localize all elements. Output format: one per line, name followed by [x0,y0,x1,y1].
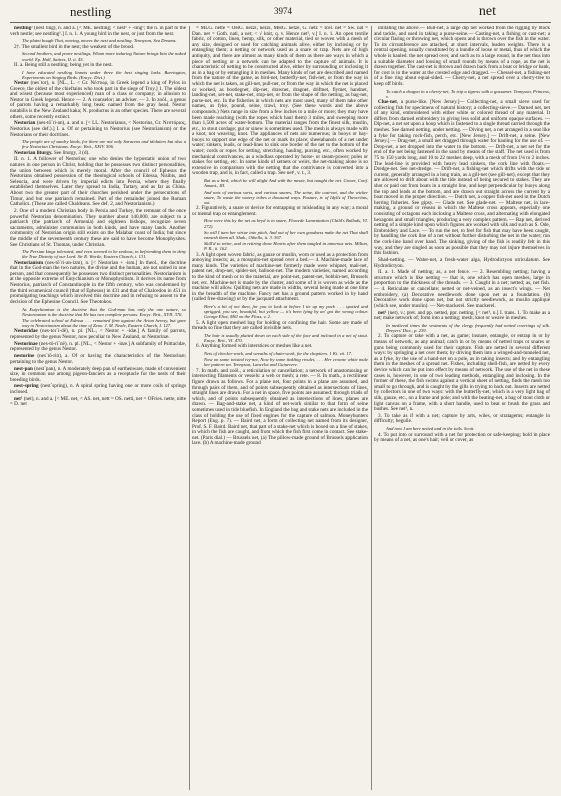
quotation: And nets of various sorts, and various snares, The seine, the cast-net, and the wicker snare, To waste the watery tribes a thousand ways. Pasture, tr. of Idylls of Theocritus, xxi. [204,189,368,205]
headword: Nestor [14,79,29,86]
definition-text: 6. Anything formed with interstices or meshes like a net. [196,343,313,350]
dictionary-column-3 [374,26,550,792]
dictionary-entry [10,329,186,340]
column-divider [189,26,190,790]
dictionary-entry [374,414,550,425]
dictionary-entry [192,344,368,350]
dictionary-entry [192,253,368,303]
dictionary-entry [10,367,186,384]
definition-text: (net), n. and a. [< ME. net, < AS. net, nett = OS. netti, net = OFries. nette, nitte = D. net [10,395,186,408]
headword: nestorine [14,353,35,360]
quotation: But as a bird, which he will alight And with the meute, but naught the net. Gower, Conf. Amant., III. [204,178,368,189]
quotation: Skill'd to retire, and in retiring draw Hearts after them tangled in amorous nets. Milton, P. R., ii. 162. [204,241,368,252]
dictionary-entry [374,258,550,269]
quotation: Now on some twisted ivy-net, Now by some tinkling rivulet, . . . Her crowne white mule her pattern set. Tennyson, Lancelot and Guinevere. [204,357,368,368]
right-guide-word: net [478,4,496,19]
definition-text: ² (nest´ling), n. and a. [< ME. nestling; < nest¹ + -ling¹; the n. in part to the verb nestle; see nestling¹.] I. n. 1. A young bird in the nest, or just from the nest. [10,26,186,37]
dictionary-entry [10,342,186,353]
dictionary-entry [10,209,186,248]
dictionary-entry [10,157,186,207]
header-rule [10,22,551,23]
definition-text: 3. A light open woven fabric, as gauze or muslin, worn or used as a protection from annoying insects; as, a mosquito-net spread over a bed.— 4. Machine-made lace of many kinds. The varieties of machine-net formerly made were whipnet, mail-net, patent net, drop-net, spider-net, balloon-net. The modern varieties, named according to the kind of mesh or to the material, are point-net, patent-net, bobbin-net, Brussels net, etc. Machine-net is made by the cluster, and some of it is woven as wide as the machine will allow. Quilting nets are made in widths, several being made at one time in the breadth of the machine. Fancy net has a ground pattern worked in by hand (called free-drawing) or by the jacquard attachment. [192,251,368,303]
dictionary-entry [374,334,550,412]
definition-text: (nes-tō-rī´nē), n. pl. [NL., < Nestor + -inæ.] A subfamily of Psittacidæ, represented by the genus Nestor. [10,340,186,353]
definition-text: 3. To take as if with a net; capture by arts, wiles, or stratagems; entangle in difficulty; beguile. [374,412,550,425]
headword: Nestorianism [14,259,44,266]
quotation: Nets of checker-work, and wreaths of chain-work, for the chapiters. 1 Ki. vii. 17. [204,351,353,357]
quotation: The hair is usually plaited down on each side of the face and inclosed in a net of stout. Encyc. Brit., VI. 470. [204,332,368,344]
definition-text: (nes´tor), n. [NL., L. < Gr. Νέστωρ, in Greek legend a king of Pylos in Greece, the oldest of the chieftains who took part in the siege of Troy.] 1. The oldest and wisest (because most experienced) man of a class or company; in allusion to Nestor in Greek legend. Hence — 2. A counselor; an adviser. — 3. In zoöl., a genus of parrots having a remarkably long beak: named from the gray head. Nestor notabilis is the New Zealand kaka; N. productus is an other species. There are several others, some recently extinct. [10,79,186,120]
definition-text: (nest´pan), n. A moderately deep pan of earthenware, made of convenient size, in common use among pigeon-fanciers as a receptacle for the nests of their breeding birds. [10,365,186,383]
dictionary-entry [374,311,550,322]
dictionary-entry [374,270,550,309]
definition-text: See liturgy, 3 (d). [52,149,90,156]
headword: Clue-net [378,99,397,106]
dictionary-entry [10,26,186,37]
dictionary-entry [192,369,368,447]
quotation: Here's a bit of net then, for you to look at before I tie up my pack . . . spotted and sprigged, you see, beautiful, but yellow — it's been lying by an' got the wrong colour. George Eliot, Mill on the Floss, v. 2. [204,304,368,320]
dictionary-entry [10,121,186,138]
quotation: So will I turn her virtue into pitch, And out of her own goodness make the net That shall enmesh them all. Shak., Othello, ii. 3. 367. [204,229,368,240]
dictionary-entry [374,433,550,444]
column-divider [371,26,372,790]
quotation: The Persian kings tolerated, and even seemed to be zealous, in befriending them to deny the True Divinity of our Lord. Sir R. Wortle, Eastern Church, i. 131. [22,249,186,260]
headword: Nestoridae [14,328,38,335]
definition-text: imitating the above.— Bull-net, a large dip net worked from the rigging by block and tackle, and used in taking a purse-seine.— Casting-net, a fishing or cast-net; a circular flaring or throwing net, which opens and is thrown over the fish in the water. To its circumference are attached, at short intervals, leaden weights. There is a central opening, usually constituted by a bundle of loose or metal, thus of which the whole is hauled. the net spread over, and such as to a large round, in the net thus into a suitable diameter and loosing of small rounds by means of a rope, as the net is drawn together. The cast-net is thrown and drawn back from a boat or bridge or bank, for cost is in the water at the crested edge and dragged. — Chessel-net, a fishing-net of a fine ring about equal-sided. — Cherry-net, a net spread over a cherry-tree to keep off birds. [374,26,550,87]
headword: nestling [14,26,32,31]
quotation: The people are of sundry kinds, for there are not only Saracens and idolaters but also a few Nestorian Christians. Encyc. Brit., XXIV. 596. [22,139,186,150]
dictionary-entry [10,384,186,395]
dictionary-entry [10,63,186,69]
headword: net¹ [14,395,23,402]
quotation: And now I am here netted and in the toils. Scott. [386,426,475,432]
quotation: To catch a dragon in a cherry-net, To trip a tigress with a gossamer. Tennyson, Princess, v. [386,88,550,99]
quotation: The celebrated school at Edessa . . . remained firm against the Arian heresy, but gave way to Nestorianism about the time of Zeno. J. M. Neale, Eastern Church, I. 127. [22,318,186,329]
quotation: In medieval times the vestments of the clergy frequently had netted coverings of silk. Dreyers' Dict., p. 239. [386,323,550,334]
left-guide-word: nestling [70,4,112,19]
definition-text: (nes-tō´ri-an), a. and n. [< LL. Nestorianus, < Nestorius, Gr. Νεστόριος, Nestorius (see def.).] I. a. Of or pertaining to Nestorius (see Nestorianism) or the Nestorians or their doctrines. [10,120,186,138]
definition-text: (net), v.; pret. and pp. netted, ppr. netting. [< net¹, n.] I. trans. 1. To make as a net; make network of; form into a netting; mesh; knot or weave in meshes. [374,309,550,322]
dictionary-entry [10,397,186,408]
definition-text: 2. Figuratively, a snare or device for entrapping or misleading in any way; a moral or mental trap or entanglement. [192,205,368,217]
quotation: As Eutychianism is the doctrine that the God-man has only the one nature, so Nestorianism is the doctrine that He has two complete persons. Encyc. Brit., XVII. 376. [22,306,186,317]
quotation: Second brothers, and poore nestlings, Whom more induring Nature brings Into the naked world. Ep. Hall, Satires, II. ii. 45. [22,51,186,62]
dictionary-entry [192,26,368,177]
definition-text: 4. To put into or surround with a net for protection or safe-keeping; hold in place by means of a net, as one's hair; veil or cover, as [374,431,550,444]
definition-text: 2†. The smallest bird in the nest; the weakest of the brood. [14,43,135,50]
dictionary-entry [10,354,186,365]
definition-text: = MLG. nette = OHG. nezzi, nezzi, MHG. netze, G. netz = Icel. net = Sw. nät = Dan. net = Goth. nati, a net; < √ knit, q. v. Hence net¹, v.] I. n. 1. An open textile fabric, of cotton, linen, hemp, silk, or other material, tied or woven with a mesh of any size, designed or used for catching animals alive, either by inclosing or by entangling them; a netting or network used as a snare or trap. Nets are of high antiquity, and there are almost as many kinds of them as there are ways in which a piece of netting or a network can be adapted to the capture of animals. It is characteristic of netting to be constructed alive, either by surrounding or inclosing it as in a bag or by entangling it in meshes. Many kinds of net are described and named from the nature of the game, as bird-net, butterfly-net, fish-net, or from the way in which the net is taken, as gill-net, pull-net, or from the way in which the net is placed or worked, as bootlegnet, dip-net, drawnet, dragnet, driftnet, flymet, handnet, landing-net, set-net, stake-net, stop-net, or from the shape of the netting, as bag-net, purse-net, etc. In the fisheries in which nets are most used, many of them take other names, as fyke, pound, seine, trawl, troy. (See these words and the above compounds.) Nets range in size from a few inches to a mile or more; they may have been made reaching (with the ropes which haul them) 3 miles, and sweeping more than 1,500 acres of water-bottom. The material ranges from the finest silk, muslin, etc., to stout cordage; gut or sinew is sometimes used. The mesh is always made with a knot, not weaving, knot. The appliances of nets are numerous; in buoys or bay-buoys to support one edge of the net or mark its place; sheetahanols of a net under water; sinkers, leads, or lead-lines to sink one border of the net to the bottom of the water; cords or ropes for setting, stretching, hauling, pursing, etc., often worked by mechanical contrivances, as a windlass operated by horse- or steam-power; poles or stakes for setting, etc. In some kinds of setnets or weirs, the net-making alone is so extensive in comparison with the netting that the contrivance is converted into a wooden trap, and is, in fact, called a trap. See net¹, v. t., 3. [192,26,368,177]
definition-text: (nes´tō-rin), a. Of or having the characteristics of the Nestorinæ; pertaining to the genus Nestor. [10,353,186,365]
dictionary-entry [10,45,186,51]
dictionary-entry [192,321,368,332]
definition-text: (nes-tor´i-dē), n. pl. [NL., < Nestor + -idæ.] A family of parrots, represented by the genus Nestor, now peculiar to New Zealand, or Nestorinæ. [10,328,186,340]
definition-text: 5. A light open meshed bag for holding or confining the hair. Some are made of threads so fine that they are called invisible nets. [192,319,368,332]
definition-text: 7. In math. and zoöl., a reticulation or cancellation; a network of anastomosing or intersecting filaments or vessels: a web or mesh; a rete. — 8. In math., a rectilinear figure drawn as follows. For a plane net, four points in a plane are assumed, and through pairs of them, and of points subsequently obtained as intersections of lines, straight lines are drawn. For a net in space, five points are assumed; through triads of which, and of points subsequently obtained as intersections of lines, planes are drawn. — Bag-and-stake net, a kind of net-work similar to that form of seine sometimes used in tide bluefish. In England the bag and stake nets are included in the class of holding the use of fixed engines for the capture of salmon. Moneyhunters Report (Eng. p. 7). — Baird net, a form of collecting net named from its designer, Prof. S. F. Baird. Baird net, that part of a stake-net which is boxed on a line of stakes, in which the fish are caught, and from which the fish first come in contact. See stake-net. (Paris dial.) — Brussels net, (a) The pillow-made ground of Brussels application lace. (b) A machine-made ground [192,367,368,447]
definition-text: Shad-netting. — Water-net, a fresh-water alga, Hydrodictyon utriculatum. See Hydrodictyon. [374,256,550,269]
definition-text: 2. One of a modern Christian body in Persia and Turkey, the remnant of the once powerful Nestorian denomination. They number about 140,000, are subject to a patriarch (the patriarch of Armenia) and eighteen bishops, recognize seven sacraments, administer communion in both kinds, and have many lands. Another community of Nestorian origin still exists on the Malabar coast of India; but since the middle of the seventeenth century these are said to have become Monophysites. See Christians of St. Thomas, under Christian. [10,207,186,248]
headword: net¹ [378,309,387,316]
running-header [10,4,551,22]
definition-text: II. a. Being still a nestling; being yet in the nest. [14,61,113,68]
headword: Nestorian liturgy. [14,149,53,156]
definition-text: , a purse-like. [New Jersey.]— Collecting-net, a small sieve used for collecting fish for specimens of natural history; a collecting-sieve.— Darned net, net of any kind, embroidered with either white or colored thread of any material. It differs from darned embroidery in giving less solid and uniform opaque surfaces. — Dip-net, a net set upon a hoop which is fastened to a single thread carried through the meshes. See darned netting, under netting. — Diving net, a net arranged in a seat like a fyke for taking rock-fish, perch, etc. [New Jersey.] — Drift-net, a seine. [New Jersey.] — Drag-net, a small net dragged through water for hauling for the use of. — Drop-net, a net dropped into the water to the bottom. — Drift-net, a net set for the end of the net being fastened in the sand by means of the staff. The net used is from 75 to 150 yards long, and 10 to 22 meshes deep, with a mesh of from 1⅛ to 2 inches. The lead-line is provided with heavy lead sinkers, the cork line with floats.— Dredge-net. See net-dredge. — Drift-net, a fishing-net which drifts with the tide or current, generally arranged in a long train, as a gill-net (see gill-net), except that they are allowed to drift about with the tide instead of being secured to stakes. They are shot or paid out from boats in a straight line, and kept perpendicular by buoys along the top and leads at the bottom, and are drawn out straight across the current by a boat moved in the proper direction. — Dutch net, a copper fish-net used in the Dutch herring fisheries. See gipsy. — Glade net. See glade-net. — Maltese net, in lace-making, a ground or réseau in which the Maltese cross appears, especially one consisting of octagons each inclosing a Maltese cross, and alternating with elongated hexagons and small triangles, producing a very complex pattern. — Rap net, derived netting of a simple kind upon which figures are worked with silk and such as S. Ode, Embroidery and Lace. — To run the net, to feel for fish that may have been caught, by handling the cork line of a net without further disturbing the net in the water; run the cork-line hand over hand. The sinking, giving of the fish is readily felt in this way, and they are singled as soon as possible that they may not injure themselves in this fashion. [374,99,550,257]
definition-text: (nes-tō´ri-an-izm), n. [< Nestorian + -ism.] In theol., the doctrine that in the God-man the two natures, the divine and the human, are not united in one person, and that consequently he possesses two distinct personalities. Nestorianism is at the opposite extreme of Eutychianism or Monophysitism. It derives its name from Nestorius, patriarch of Constantinople in the fifth century, who was condemned by the third ecumenical council (that of Ephesus) in 431 and that of Chalcedon in 451 in promulgating teachings which involved this doctrine and in refusing to assent to the decision of the Ephesine Council. See Theotokos. [10,259,186,305]
quotation: How were this by the net as bryd is in snare, Flowede Lamentation (Child's Ballads, VI. 272). [204,218,368,229]
page-number: 3974 [274,6,292,16]
headword: Nestorinae [14,340,38,347]
definition-text: II. a. 1. Made of netting; as, a net fence. — 2. Resembling netting; having a structure which is like netting — that is, one which has open meshes, large in proportion to the thickness of the threads. — 3. Caught in a net; netted; as, net fish. — 4. Reticulate or cancellate; netted or net-veined, as an insect's wings. — Net embroidery, (a) Decorative needlework done upon net as a foundation. (b) Decorative work done upon net, but not strictly needlework, as muslin appliqué (which see, under muslin). — Net-mackerel. See mackerel. [374,269,550,309]
definition-text: (nest´spring), n. A spiral spring having one or more coils of springs inclosed. [10,383,186,396]
headword: nest-pan [14,365,33,372]
definition-text: II. n. 1. A follower of Nestorius; one who denies the hypostatic union of two natures in one person in Christ, holding that he possesses two distinct personalities, the union between which is merely moral. After the council of Ephesus the Nestorians obtained possession of the theological schools of Edessa, Nisibis, and Seleucia, and were driven by imperial edicts into Persia, where they finally established themselves. Later they spread to India, Tartary, and as far as China. About two the greater part of their churches perished under the persecutions of Timur, and but one patriarch remained. Part of the remainder joined the Roman Catholics. (These are called Chaldeans. See def. 2, and Nestorianism.) [10,156,186,208]
quotation: The plaint bough That, moving, moves the nest and nestling. Tennyson, Sea Dreams. [22,38,177,44]
headword: nest-spring [14,383,39,390]
definition-text: 2. To capture or take with a net, as game; insnare, entangle, or entrap in or by means of network, as any animal; catch in or by means of netted traps or snares or guns being commonly used for their capture. Fish are netted in several different ways: by springing a net over them; by driving them into a winged-and-tunneled net, as a fyke, by the use of a hand-net on a pole, as in taking insects; and by entangling them in the meshes of a spread net. Fishes, including shell-fish, are netted by every device which can be put into effect by means of network. The use of the net in these cases is, however, in one of two leading methods, entangling and inclosing. In the former of these, the fish swims against a vertical sheet of netting, finds the mesh too small to go through, and is caught by the gills in trying to back out. Insects are netted by collectors in one of two ways: with the butterfly-net, which is a very light bag of silk, gauze, etc., on a frame and pole; and with the beating-net, a bag of stout cloth or light canvas on a frame, with a short handle, used to beat or brush the grass and bushes. See net¹, n. [374,333,550,413]
dictionary-column-2 [192,26,368,792]
dictionary-entry [10,81,186,120]
quotation: I have educated nestling linnets under three the best singing larks. Barrington, Experiments on Singing Birds. (Encyc. Dict.) [22,69,186,80]
headword: Nestorian [14,120,36,127]
dictionary-column-1 [10,26,186,792]
dictionary-entry [374,100,550,257]
dictionary-entry [192,206,368,217]
dictionary-entry [10,261,186,306]
dictionary-entry [374,26,550,88]
